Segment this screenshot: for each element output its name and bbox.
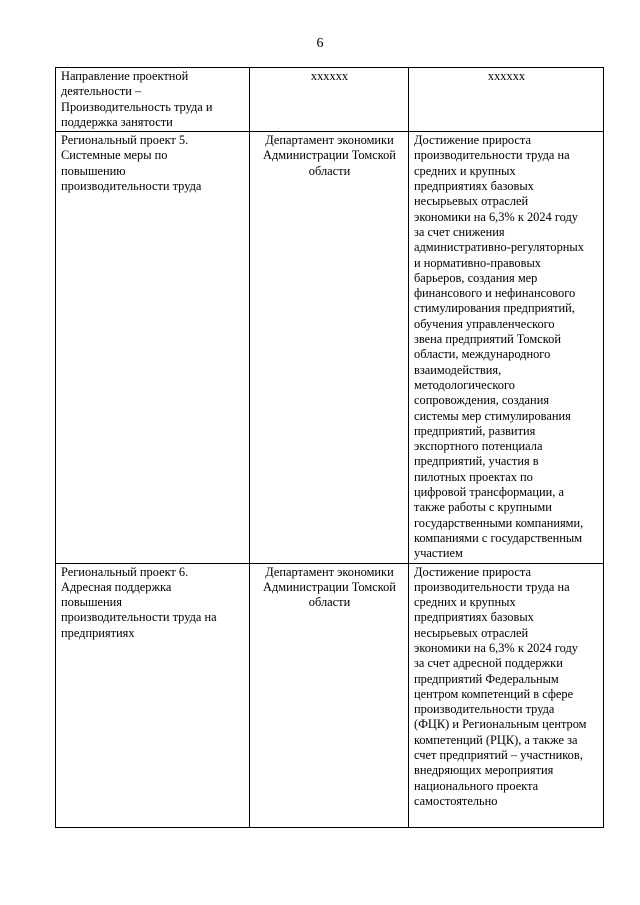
responsible-text: хххххх <box>310 69 349 83</box>
responsible-cell <box>250 68 409 132</box>
direction-cell <box>56 132 250 563</box>
result-cell <box>409 68 604 132</box>
result-cell <box>409 132 604 563</box>
table-row <box>56 132 604 563</box>
responsible-text: Департамент экономики Администрации Томской области <box>263 133 396 178</box>
direction-cell <box>56 563 250 827</box>
table-row <box>56 68 604 132</box>
project-table <box>55 67 604 828</box>
responsible-cell <box>250 132 409 563</box>
direction-text: Направление проектной деятельности – Производительность труда и поддержка занятости <box>61 69 213 129</box>
direction-text: Региональный проект 5. Системные меры по повышению производительности труда <box>61 133 202 194</box>
result-text: Достижение прироста производительности труда на средних и крупных предприятиях базовых несырьевых отраслей экономики на 6,3% к 2024 году за счет адресной поддержки предприятий Федеральным центром компетенций в сфере производительности труда (ФЦК) и Региональным центром компетенций (РЦК), а также за счет предприятий – участников, внедряющих мероприятия национального проекта самостоятельно <box>414 564 587 808</box>
direction-text: Региональный проект 6. Адресная поддержка повышения производительности труда на предприятиях <box>61 564 217 640</box>
table-row <box>56 563 604 827</box>
responsible-text: Департамент экономики Администрации Томской области <box>263 564 396 610</box>
result-cell <box>409 563 604 827</box>
direction-cell <box>56 68 250 132</box>
responsible-cell <box>250 563 409 827</box>
page-number: 6 <box>316 36 324 51</box>
result-text: хххххх <box>487 69 526 83</box>
result-text: Достижение прироста производительности труда на средних и крупных предприятиях базовых несырьевых отраслей экономики на 6,3% к 2024 году за счет снижения административно-регуляторных и нормативно-правовых барьеров, создания мер финансового и нефинансового стимулирования предприятий, обучения управленческого звена предприятий Томской области, международного взаимодействия, методологического сопровождения, создания системы мер стимулирования предприятий, развития экспортного потенциала предприятий, участия в пилотных проектах по цифровой трансформации, а также работы с крупными государственными компаниями, компаниями с государственным участием <box>414 133 584 561</box>
